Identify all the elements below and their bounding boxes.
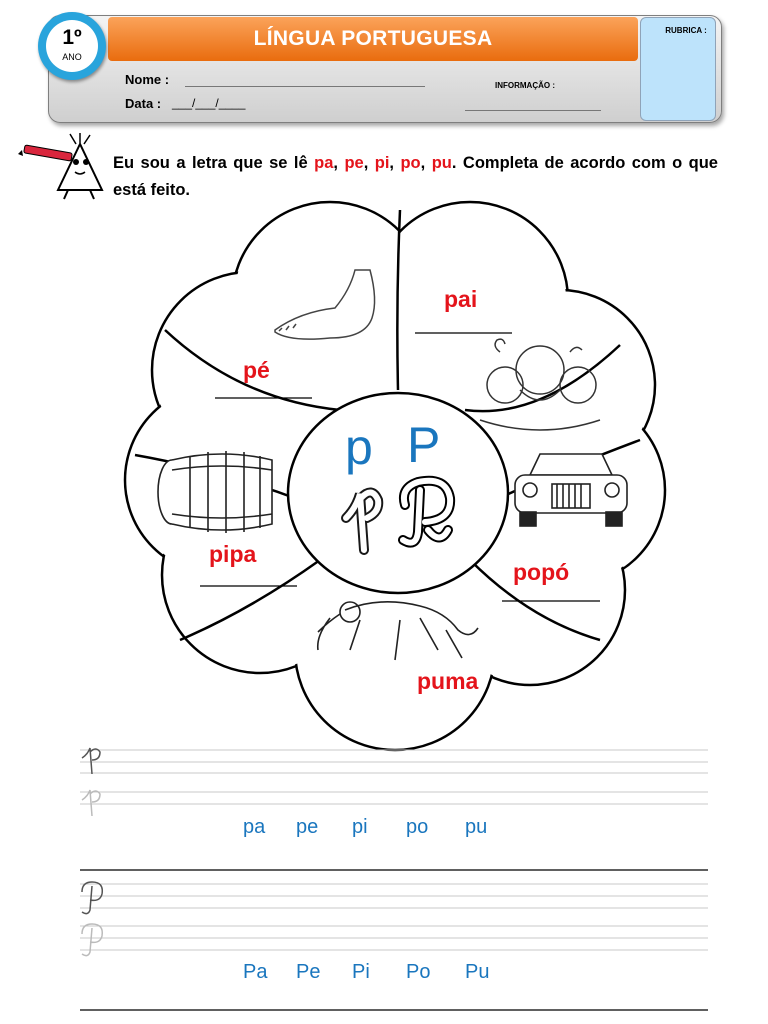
- date-label: Data :: [125, 96, 162, 111]
- center-letter-upper: P: [407, 417, 441, 473]
- syllable-po: po: [400, 154, 421, 172]
- date-field[interactable]: ___/___/____: [172, 96, 246, 110]
- trace-p-upper: [82, 924, 102, 956]
- word-pipa: pipa: [209, 541, 257, 567]
- name-label: Nome :: [125, 72, 170, 87]
- subject-title: LÍNGUA PORTUGUESA: [253, 27, 493, 50]
- grade-number: 1º: [62, 26, 82, 49]
- practice-Pu: Pu: [465, 961, 490, 983]
- model-p-lower: [82, 748, 100, 774]
- syllable-pe: pe: [344, 154, 364, 172]
- instruction-text: Eu sou a letra que se lê pa, pe, pi, po, pu. Completa de acordo com o que está feito.: [113, 154, 718, 199]
- word-puma: puma: [417, 668, 479, 694]
- practice-pa: pa: [243, 816, 266, 838]
- flower-center: [288, 393, 508, 593]
- word-popo: popó: [513, 559, 570, 585]
- practice-Pi: Pi: [352, 961, 370, 983]
- syllable-pu: pu: [431, 154, 452, 172]
- model-p-upper: [82, 882, 102, 914]
- grade-label: ANO: [62, 52, 82, 62]
- info-label: INFORMAÇÃO :: [495, 81, 555, 90]
- center-letter-lower: p: [345, 419, 373, 475]
- practice-Pa: Pa: [243, 961, 268, 983]
- word-pe: pé: [243, 357, 270, 383]
- word-pai: pai: [444, 286, 478, 312]
- practice-po: po: [406, 816, 429, 838]
- practice-Pe: Pe: [296, 961, 321, 983]
- rubric-label: RUBRICA :: [665, 26, 707, 35]
- practice-Po: Po: [406, 961, 431, 983]
- trace-p-lower: [82, 790, 100, 816]
- practice-pu: pu: [465, 816, 488, 838]
- practice-pe: pe: [296, 816, 319, 838]
- barrel-image: [158, 451, 272, 533]
- syllable-pi: pi: [374, 154, 390, 172]
- syllable-pa: pa: [314, 154, 334, 172]
- practice-pi: pi: [352, 816, 368, 838]
- handwriting-lines: [0, 740, 768, 1024]
